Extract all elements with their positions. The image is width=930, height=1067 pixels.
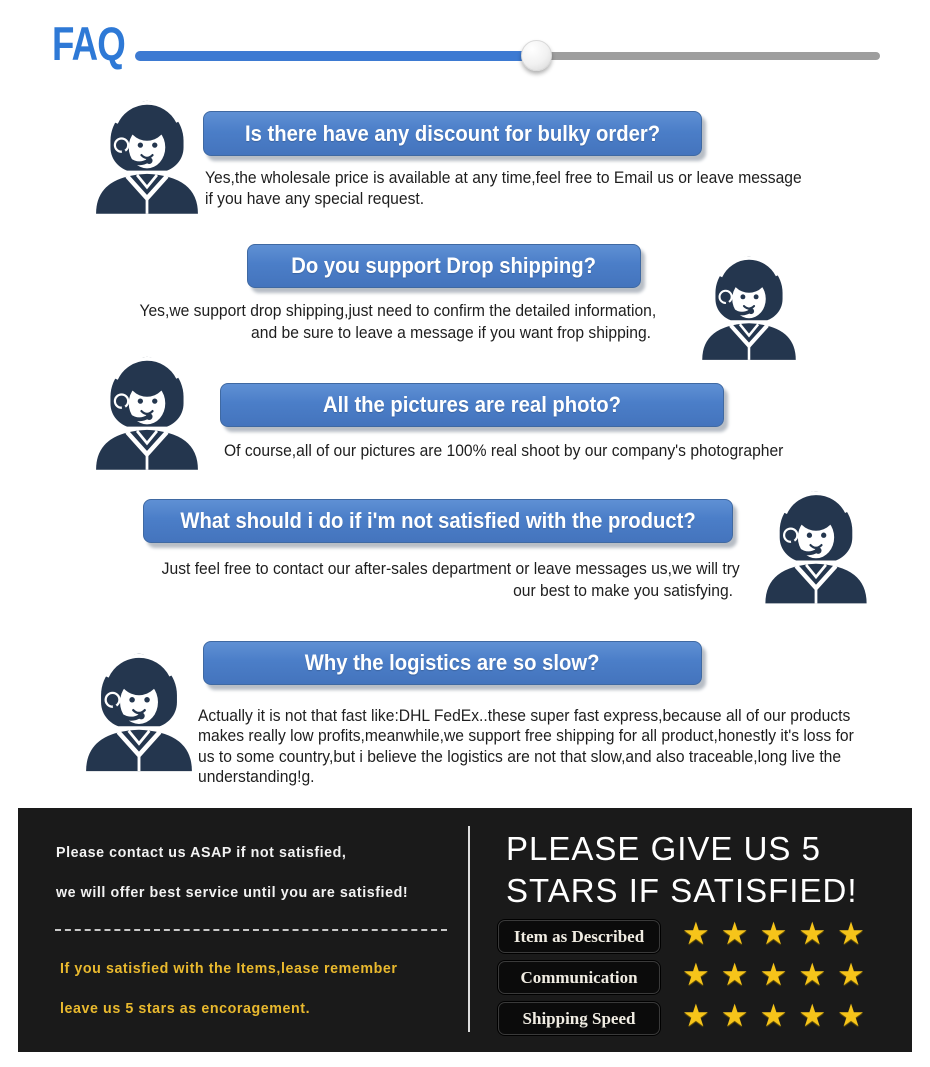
support-agent-avatar-icon [750,481,882,607]
question-banner [203,641,702,685]
footer-banner [18,808,912,1052]
highlight-line-1: If you satisfied with the Items,lease remember [60,960,398,977]
answer-line: if you have any special request. [205,189,425,208]
dashed-divider [55,929,447,931]
question-text: All the pictures are real photo? [322,392,622,417]
answer-line: our best to make you satisfying. [513,581,733,600]
rating-title-line-1: PLEASE GIVE US 5 [506,830,821,867]
answer-line: makes really low profits,meanwhile,we support free shipping for all product,honestly it's loss for [198,726,854,746]
question-text: What should i do if i'm not satisfied with the product? [180,508,696,533]
star-rating-icons: ★★★★★ [682,998,876,1033]
answer-line: us to some country,but i believe the logistics are not that slow,and also traceable,long live the [198,746,842,766]
question-text: Do you support Drop shipping? [291,253,597,278]
answer-line: Yes,the wholesale price is available at any time,feel free to Email us or leave message [205,168,802,187]
rating-label-item-as-described: Item as Described [498,920,660,953]
answer-line: and be sure to leave a message if you want frop shipping. [251,323,652,342]
answer-line: Of course,all of our pictures are 100% real shoot by our company's photographer [224,441,784,460]
rating-label-communication: Communication [498,961,660,994]
highlight-line-2: leave us 5 stars as encoragement. [60,1000,311,1017]
slider-track-filled [135,51,539,61]
question-text: Why the logistics are so slow? [305,650,600,675]
answer-line: understanding!g. [198,767,315,787]
question-banner [220,383,724,427]
answer-text [205,167,802,209]
support-agent-avatar-icon [78,92,216,216]
rating-label-shipping-speed: Shipping Speed [498,1002,660,1035]
support-agent-avatar-icon [70,642,208,776]
answer-text [161,558,740,602]
contact-line-2: we will offer best service until you are satisfied! [56,884,409,901]
vertical-divider [468,826,470,1032]
question-banner [203,111,702,156]
answer-line: Yes,we support drop shipping,just need to confirm the detailed information, [139,301,657,320]
question-text: Is there have any discount for bulky order? [244,120,661,146]
star-rating-icons: ★★★★★ [682,957,876,992]
star-rating-icons: ★★★★★ [682,916,876,951]
support-agent-avatar-icon [688,247,810,363]
contact-line-1: Please contact us ASAP if not satisfied, [56,844,347,861]
answer-line: Actually it is not that fast like:DHL FedEx..these super fast express,because all of our products [198,706,851,725]
support-agent-avatar-icon [78,348,216,472]
answer-text [139,300,657,344]
answer-text [224,440,783,461]
question-banner [247,244,641,288]
answer-text [198,706,854,788]
question-banner [143,499,733,543]
slider-knob-icon [521,40,552,71]
slider-track-empty [539,52,880,60]
answer-line: Just feel free to contact our after-sales department or leave messages us,we will try [161,559,740,578]
page-title: FAQ [52,17,126,70]
rating-title-line-2: STARS IF SATISFIED! [506,872,858,909]
